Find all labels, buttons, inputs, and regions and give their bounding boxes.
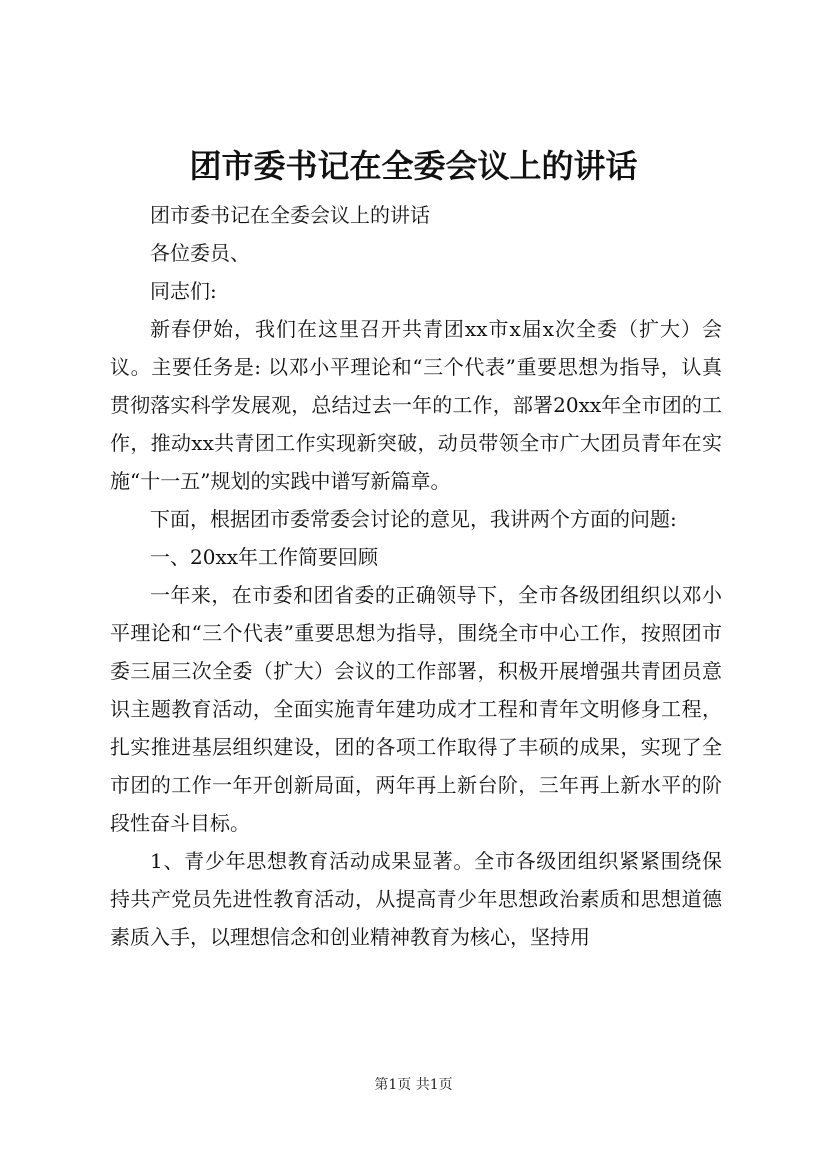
paragraph-salutation-members: 各位委员、: [150, 241, 250, 265]
paragraph-education-results: 1、青少年思想教育活动成果显著。全市各级团组织紧紧围绕保持共产党员先进性教育活动，从提高青少年思想政治素质和思想道德素质入手，以理想信念和创业精神教育为核心，坚持用: [110, 849, 722, 949]
paragraph-subtitle: 团市委书记在全委会议上的讲话: [150, 203, 430, 227]
page-footer: 第1页 共1页: [374, 1077, 453, 1093]
document-title: 团市委书记在全委会议上的讲话: [189, 147, 638, 185]
section-heading-review: 一、20xx年工作简要回顾: [150, 545, 379, 569]
document-body: [110, 196, 722, 956]
paragraph-outline: 下面，根据团市委常委会讨论的意见，我讲两个方面的问题:: [150, 507, 677, 531]
paragraph-opening: 新春伊始，我们在这里召开共青团xx市x届x次全委（扩大）会议。主要任务是: 以邓小平理论和“三个代表”重要思想为指导，认真贯彻落实科学发展观，总结过去一年的工作，部署20xx年全市团的工作，推动xx共青团工作实现新突破，动员带领全市广大团员青年在实施“十一五”规划的实践中谱写新篇章。: [110, 317, 722, 493]
paragraph-review-summary: 一年来，在市委和团省委的正确领导下，全市各级团组织以邓小平理论和“三个代表”重要思想为指导，围绕全市中心工作，按照团市委三届三次全委（扩大）会议的工作部署，积极开展增强共青团员意识主题教育活动，全面实施青年建功成才工程和青年文明修身工程，扎实推进基层组织建设，团的各项工作取得了丰硕的成果，实现了全市团的工作一年开创新局面，两年再上新台阶，三年再上新水平的阶段性奋斗目标。: [110, 583, 722, 835]
paragraph-salutation-comrades: 同志们:: [150, 279, 217, 303]
